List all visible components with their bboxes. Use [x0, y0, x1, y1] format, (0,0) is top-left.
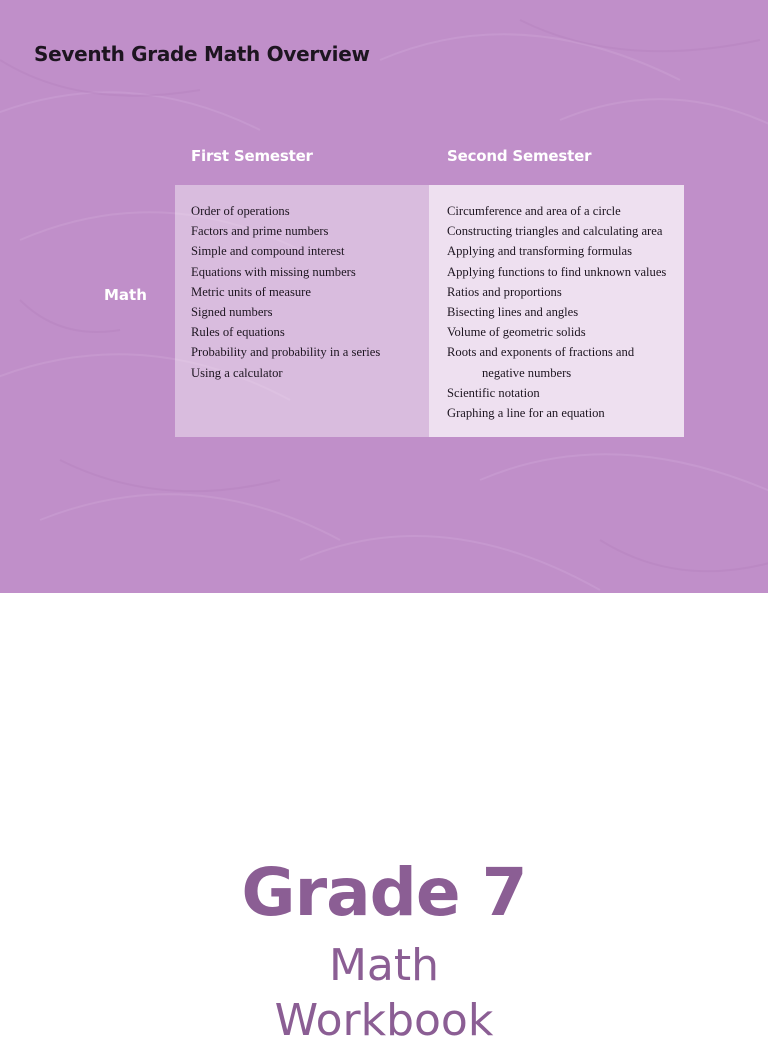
column-header-first-semester: First Semester: [191, 147, 313, 165]
second-semester-topic-list: [447, 201, 684, 423]
topic-item: Applying functions to find unknown values: [447, 264, 667, 279]
topic-item-line: Roots and exponents of fractions and: [447, 345, 635, 360]
topic-item: Metric units of measure: [191, 284, 311, 299]
topic-item: Bisecting lines and angles: [447, 305, 579, 320]
topic-item: [447, 342, 684, 382]
cover-subtitle-workbook: Workbook: [274, 995, 494, 1046]
second-semester-cell: [429, 185, 684, 437]
topic-item: Rules of equations: [191, 325, 285, 340]
topic-item: Equations with missing numbers: [191, 264, 356, 279]
topic-item: Constructing triangles and calculating area: [447, 224, 663, 239]
topic-item: Applying and transforming formulas: [447, 244, 633, 259]
topic-item: Volume of geometric solids: [447, 325, 586, 340]
column-header-second-semester: Second Semester: [447, 147, 592, 165]
row-label-math: Math: [104, 286, 147, 304]
page-title: Seventh Grade Math Overview: [34, 42, 370, 66]
topic-item: Ratios and proportions: [447, 284, 562, 299]
cover-subtitle-math: Math: [328, 940, 440, 991]
topic-item: Probability and probability in a series: [191, 345, 381, 360]
topic-item: Order of operations: [191, 204, 290, 218]
first-semester-cell: [175, 185, 429, 437]
topic-item: Using a calculator: [191, 365, 283, 380]
topic-item: Signed numbers: [191, 305, 273, 320]
topic-item: Factors and prime numbers: [191, 224, 329, 239]
topic-item: Scientific notation: [447, 385, 540, 400]
first-semester-topic-list: [191, 201, 429, 383]
topic-item: Circumference and area of a circle: [447, 204, 621, 218]
topic-item: Simple and compound interest: [191, 244, 345, 259]
cover-title: Grade 7: [241, 854, 527, 931]
topic-item: Graphing a line for an equation: [447, 406, 605, 421]
topic-item-continuation: negative numbers: [482, 365, 572, 380]
